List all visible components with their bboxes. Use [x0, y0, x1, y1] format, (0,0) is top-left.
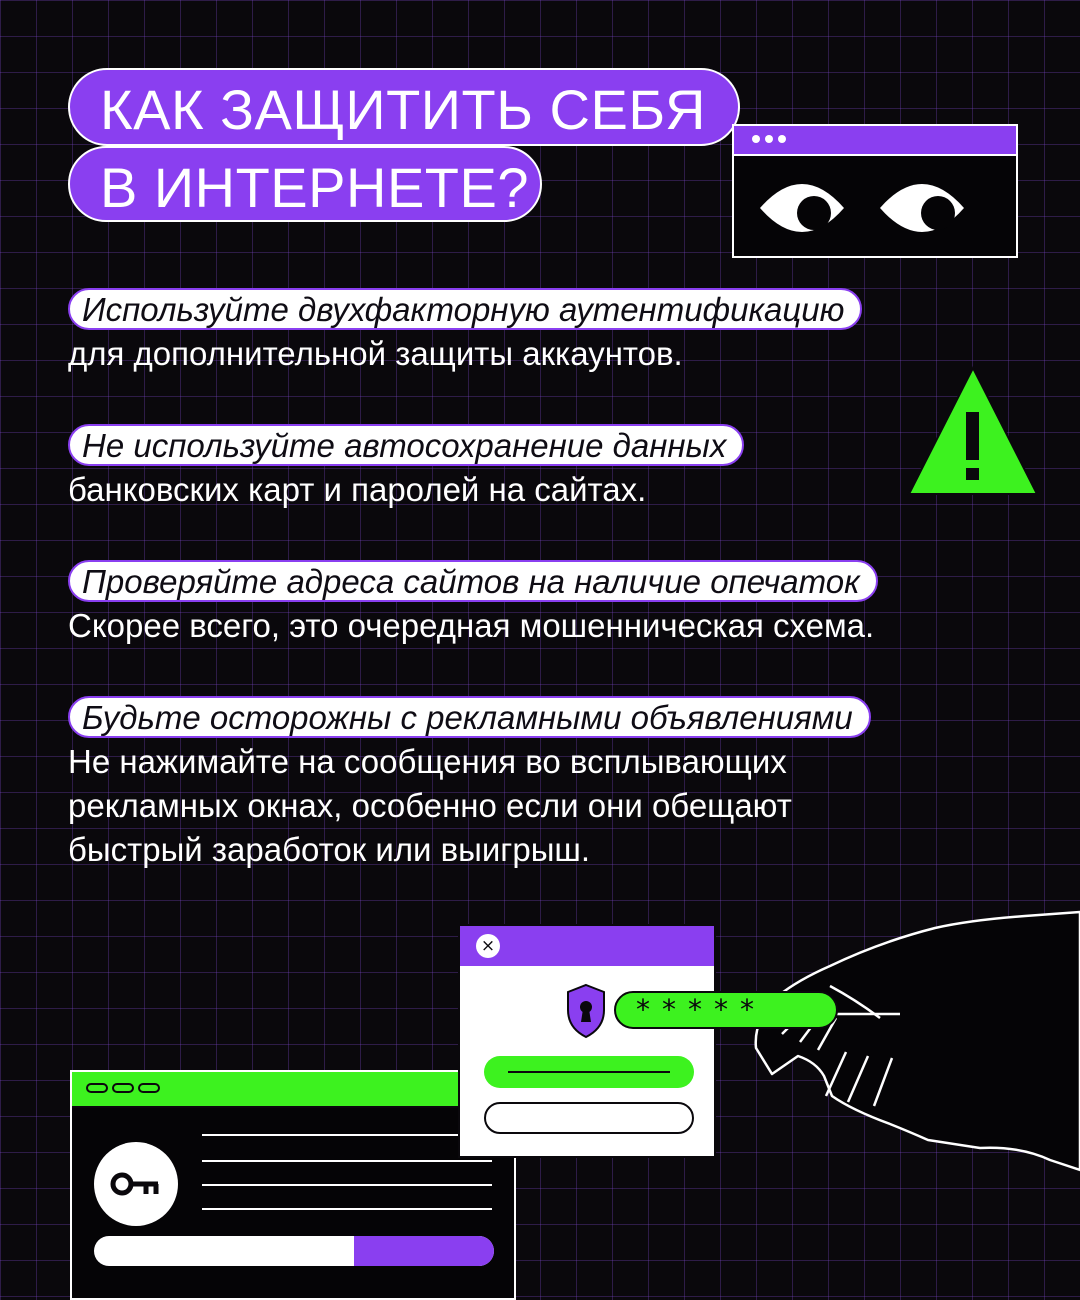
- window-title-bar: [460, 926, 714, 966]
- tip-body-line: рекламных окнах, особенно если они обещают: [68, 787, 792, 824]
- tip-body-line: Не нажимайте на сообщения во всплывающих: [68, 743, 787, 780]
- window-title-bar: [72, 1072, 514, 1108]
- tip-body-line: быстрый заработок или выигрыш.: [68, 831, 591, 868]
- eyes-icon: [734, 156, 1016, 256]
- warning-icon: [906, 366, 1040, 498]
- progress-bar: [94, 1236, 494, 1266]
- shield-lock-icon: [564, 982, 608, 1040]
- tip-heading-check-addresses: Проверяйте адреса сайтов на наличие опечаток: [68, 560, 878, 602]
- eyes-window: [732, 124, 1018, 258]
- tip-body-line: Скорее всего, это очередная мошенническая схема.: [68, 607, 875, 644]
- login-window: [458, 924, 716, 1158]
- key-icon-badge: [94, 1142, 178, 1226]
- close-icon[interactable]: ×: [476, 934, 500, 958]
- login-submit-button[interactable]: [484, 1056, 694, 1088]
- tip-heading-ads: Будьте осторожны с рекламными объявлениями: [68, 696, 871, 738]
- tip-heading-two-factor: Используйте двухфакторную аутентификацию: [68, 288, 862, 330]
- text-placeholder-line: [202, 1134, 492, 1136]
- key-icon: [94, 1142, 178, 1226]
- hand-icon: [720, 906, 1080, 1186]
- progress-fill: [354, 1236, 494, 1266]
- key-window: [70, 1070, 516, 1300]
- window-dots: [752, 135, 786, 143]
- password-field[interactable]: *****: [614, 991, 838, 1029]
- tip-body-line: для дополнительной защиты аккаунтов.: [68, 335, 683, 372]
- window-title-bar: [734, 126, 1016, 156]
- window-dots: [86, 1083, 160, 1093]
- text-placeholder-line: [202, 1208, 492, 1210]
- tip-heading-autosave: Не используйте автосохранение данных: [68, 424, 744, 466]
- text-placeholder-line: [202, 1184, 492, 1186]
- tip-body-line: банковских карт и паролей на сайтах.: [68, 471, 647, 508]
- title-line-2: В ИНТЕРНЕТЕ?: [68, 146, 542, 222]
- text-placeholder-line: [202, 1160, 492, 1162]
- login-secondary-button[interactable]: [484, 1102, 694, 1134]
- title-line-1: КАК ЗАЩИТИТЬ СЕБЯ: [68, 68, 740, 146]
